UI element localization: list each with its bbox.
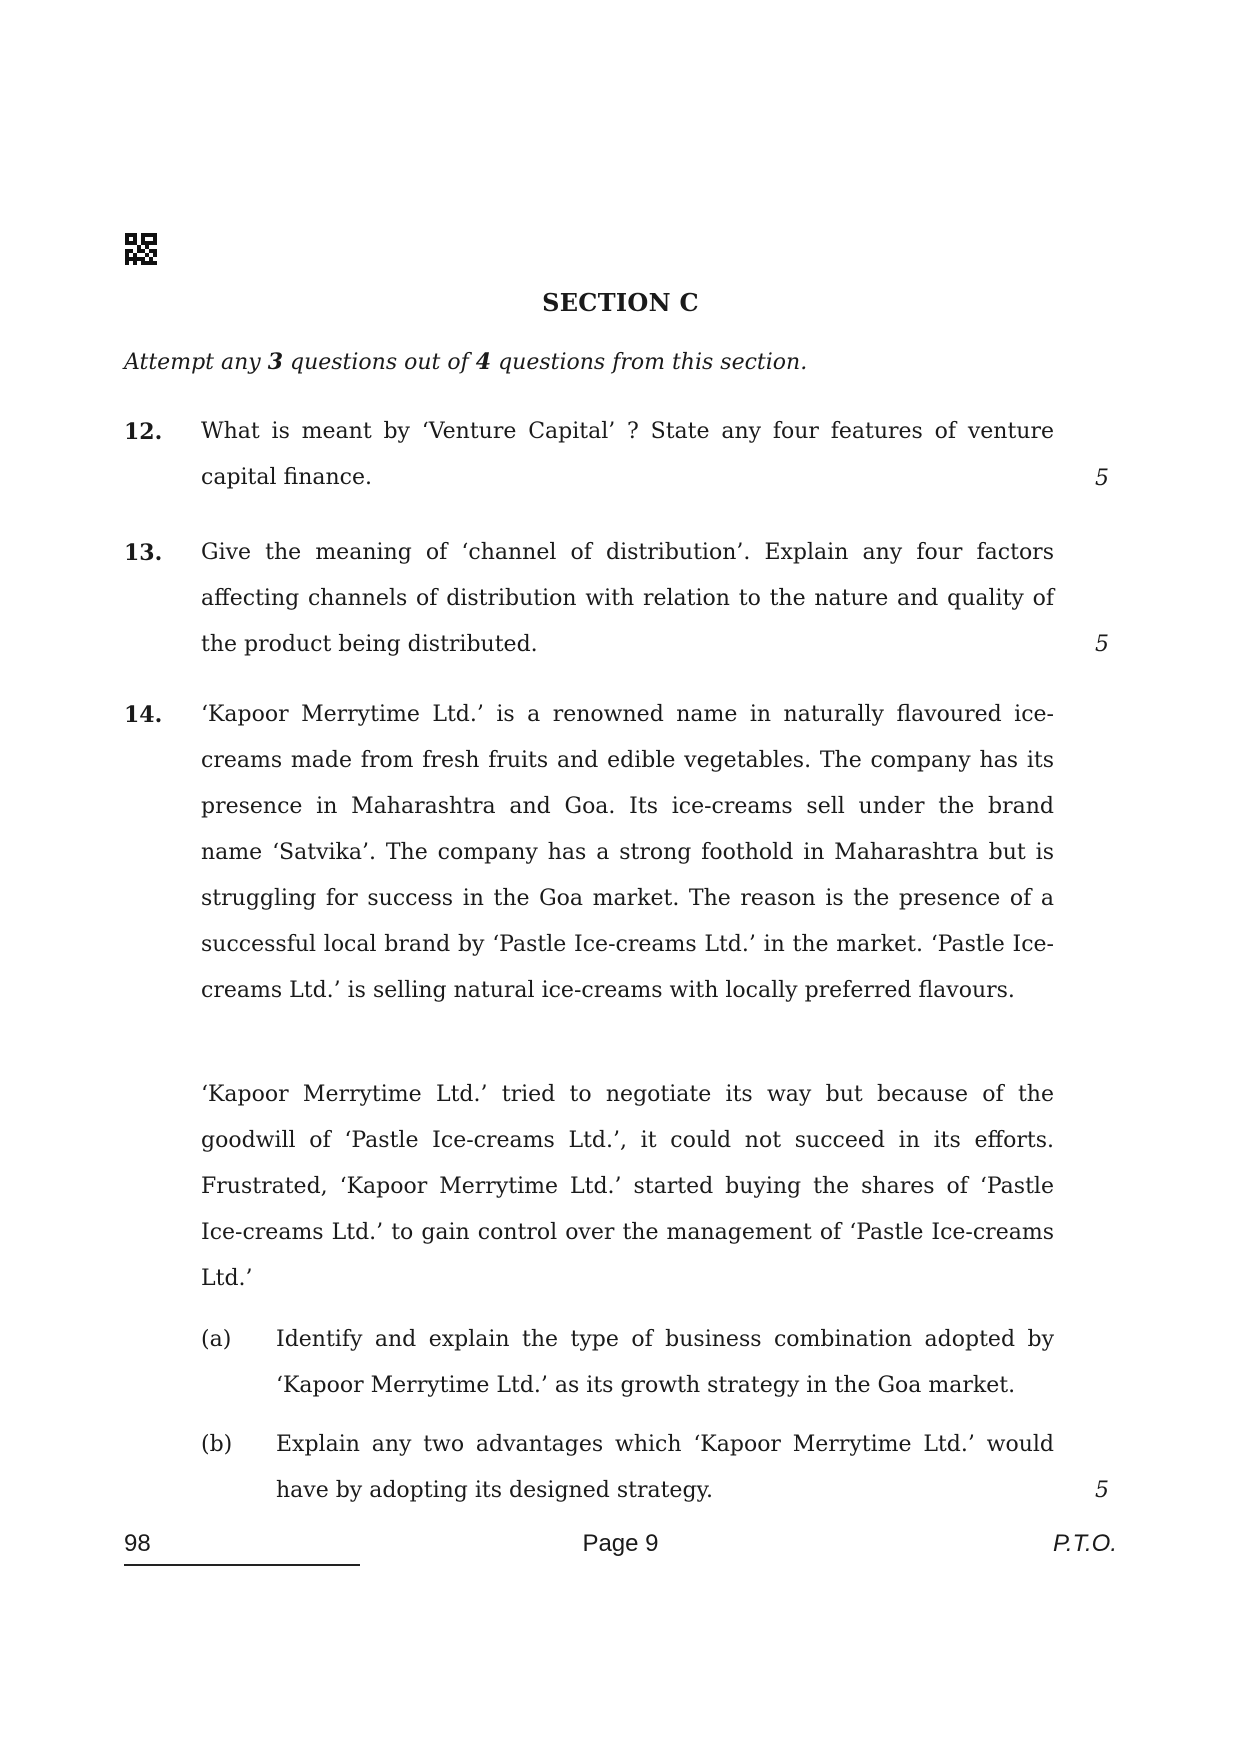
question-marks-14: 5 <box>1095 1478 1109 1503</box>
question-marks-13: 5 <box>1095 632 1109 657</box>
question-14-paragraph-1: ‘Kapoor Merrytime Ltd.’ is a renowned name in naturally flavoured ice-creams made from fresh fruits and edible vegetables. The company has its presence in Maharashtra and Goa. Its ice-creams sell under the brand name ‘Satvika’. The company has a strong foothold in Maharashtra but is struggling for success in the Goa market. The reason is the presence of a successful local brand by ‘Pastle Ice-creams Ltd.’ in the market. ‘Pastle Ice-creams Ltd.’ is selling natural ice-creams with locally preferred flavours. <box>201 702 1054 1003</box>
instruction-count-attempt: 3 <box>267 349 283 375</box>
instruction-text-1: Attempt any <box>124 350 268 375</box>
question-13-body: Give the meaning of ‘channel of distribution’. Explain any four factors affecting channels of distribution with relation to the nature and quality of the product being distributed. <box>201 540 1054 657</box>
question-12-body: What is meant by ‘Venture Capital’ ? State any four features of venture capital finance. <box>201 419 1054 490</box>
question-marks-12: 5 <box>1095 466 1109 491</box>
paper-code: 98 <box>124 1530 151 1557</box>
question-text-14 <box>201 692 1054 1014</box>
subpart-a-label: (a) <box>201 1327 232 1352</box>
subpart-a-text: Identify and explain the type of business combination adopted by ‘Kapoor Merrytime Ltd.’ as its growth strategy in the Goa market. <box>276 1327 1054 1398</box>
section-title: SECTION C <box>542 288 699 317</box>
question-number-12: 12. <box>124 419 163 445</box>
question-number-14: 14. <box>124 702 163 728</box>
section-instruction <box>124 349 807 375</box>
footer-rule <box>124 1564 360 1566</box>
question-text-14b <box>201 1072 1054 1302</box>
question-text-13 <box>201 530 1054 668</box>
instruction-text-3: questions from this section. <box>491 350 808 375</box>
instruction-count-total: 4 <box>475 349 492 375</box>
page-number: Page 9 <box>582 1530 659 1557</box>
subpart-b-label: (b) <box>201 1432 233 1457</box>
subpart-b-text: Explain any two advantages which ‘Kapoor Merrytime Ltd.’ would have by adopting its designed strategy. <box>276 1432 1054 1503</box>
question-14-paragraph-2: ‘Kapoor Merrytime Ltd.’ tried to negotiate its way but because of the goodwill of ‘Pastle Ice-creams Ltd.’, it could not succeed in its efforts. Frustrated, ‘Kapoor Merrytime Ltd.’ started buying the shares of ‘Pastle Ice-creams Ltd.’ to gain control over the management of ‘Pastle Ice-creams Ltd.’ <box>201 1082 1054 1291</box>
question-text-12 <box>201 409 1054 501</box>
question-number-13: 13. <box>124 540 163 566</box>
pto-label: P.T.O. <box>1052 1530 1117 1557</box>
qr-code-icon <box>125 233 157 265</box>
instruction-text-2: questions out of <box>283 350 476 375</box>
